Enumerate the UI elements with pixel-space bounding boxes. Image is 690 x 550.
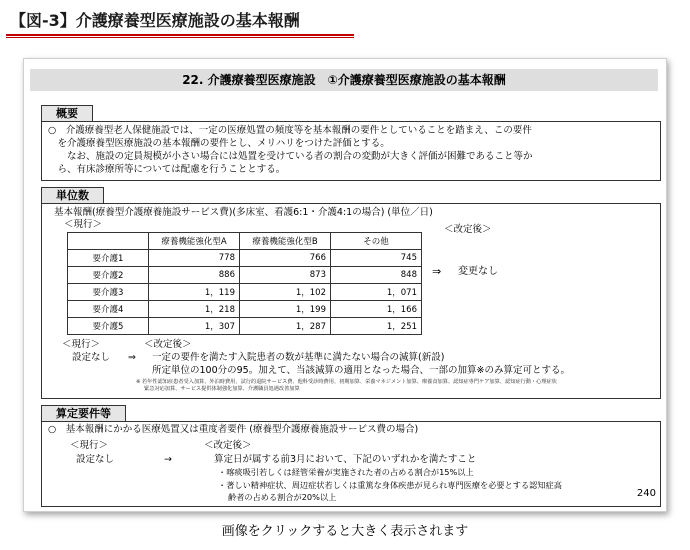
section-label-santei: 算定要件等	[41, 405, 126, 423]
lower-line: 一定の要件を満たす入院患者の数が基準に満たない場合の減算(新設)	[152, 352, 445, 363]
table-header-cell	[68, 233, 149, 250]
table-header-cell: 療養機能強化型B	[240, 233, 331, 250]
gaiyo-line: なお、施設の定員規模が小さい場合には処置を受けている者の割合の変動が大きく評価が困難であること等か	[48, 151, 533, 162]
santei-bullet: ・喀痰吸引若しくは経管栄養が実施された者の占める割合が15%以上	[218, 467, 474, 477]
footnote: 緊急対応加算、サービス提供体制強化加算、介護職員処遇改善加算	[144, 386, 300, 392]
santei-current-label: ＜現行＞	[70, 440, 109, 451]
santei-bullet: 齢者の占める割合が20%以上	[228, 492, 337, 502]
table-row	[68, 301, 422, 318]
lower-revised-label: ＜改定後＞	[144, 339, 192, 350]
table-cell: 766	[240, 250, 331, 267]
row-header: 要介護2	[68, 267, 149, 284]
gaiyo-box	[41, 121, 661, 181]
revised-label: ＜改定後＞	[444, 224, 492, 235]
lower-current-label: ＜現行＞	[62, 339, 101, 350]
header-divider-thin	[6, 37, 354, 38]
table-cell: 1，071	[331, 284, 422, 301]
table-cell: 745	[331, 250, 422, 267]
row-header: 要介護4	[68, 301, 149, 318]
gaiyo-line: を介護療養型医療施設の基本報酬の要件とし、メリハリをつけた評価とする。	[48, 138, 390, 149]
slide-image[interactable]	[23, 58, 667, 512]
table-row	[68, 318, 422, 335]
santei-revised-label: ＜改定後＞	[204, 440, 252, 451]
santei-arrow: →	[164, 454, 172, 465]
table-row	[68, 250, 422, 267]
table-header-row	[68, 233, 422, 250]
row-header: 要介護3	[68, 284, 149, 301]
row-header: 要介護1	[68, 250, 149, 267]
no-change-text: 変更なし	[458, 266, 498, 277]
table-cell: 848	[331, 267, 422, 284]
slide-banner: 22. 介護療養型医療施設 ①介護療養型医療施設の基本報酬	[30, 69, 658, 91]
santei-requirement: 算定日が属する前3月において、下記のいずれかを満たすこと	[214, 454, 477, 465]
santei-setting: 設定なし	[76, 454, 115, 465]
row-header: 要介護5	[68, 318, 149, 335]
table-cell: 1，287	[240, 318, 331, 335]
table-cell: 1，307	[149, 318, 240, 335]
section-label-gaiyo: 概要	[41, 105, 93, 123]
santei-line: ○ 基本報酬にかかる医療処置又は重度者要件 (療養型介護療養施設サービス費の場合)	[48, 424, 419, 435]
footnote: ※ 若年性認知症患者受入加算、外泊時費用、試行的退院サービス費、他科受診時費用、初期加算、栄養マネジメント加算、療養食加算、認知症専門ケア加算、認知症行動・心理症状	[136, 379, 557, 385]
table-cell: 886	[149, 267, 240, 284]
lower-line: 所定単位の100分の95。加えて、当該減算の適用となった場合、一部の加算※のみ算定可とする。	[152, 365, 570, 376]
table-cell: 1，218	[149, 301, 240, 318]
table-header-cell: 療養機能強化型A	[149, 233, 240, 250]
table-cell: 778	[149, 250, 240, 267]
fee-table	[67, 232, 422, 335]
gaiyo-line: ら、有床診療所等については配慮を行うこととする。	[48, 164, 286, 175]
table-cell: 1，102	[240, 284, 331, 301]
table-cell: 1，166	[331, 301, 422, 318]
table-cell: 1，199	[240, 301, 331, 318]
header-divider	[6, 34, 354, 36]
lower-arrow: ⇒	[128, 352, 136, 363]
gaiyo-line: ○ 介護療養型老人保健施設では、一定の医療処置の頻度等を基本報酬の要件としていることを踏まえ、この要件	[48, 125, 532, 136]
table-cell: 873	[240, 267, 331, 284]
table-cell: 1，119	[149, 284, 240, 301]
santei-box	[41, 421, 661, 507]
section-label-tanisu: 単位数	[41, 187, 104, 205]
table-cell: 1，251	[331, 318, 422, 335]
tanisu-intro: 基本報酬(療養型介護療養施設サービス費)(多床室、看護6:1・介護4:1の場合) (単位／日)	[54, 207, 433, 218]
table-row	[68, 267, 422, 284]
current-label: ＜現行＞	[64, 219, 103, 230]
page-number: 240	[636, 488, 656, 499]
table-row	[68, 284, 422, 301]
santei-bullet: ・著しい精神症状、周辺症状若しくは重篤な身体疾患が見られ専門医療を必要とする認知症高	[218, 480, 562, 490]
lower-setting: 設定なし	[72, 352, 111, 363]
table-header-cell: その他	[331, 233, 422, 250]
enlarge-caption[interactable]: 画像をクリックすると大きく表示されます	[221, 524, 469, 539]
page-title: 【図-3】介護療養型医療施設の基本報酬	[10, 11, 300, 30]
arrow-right: ⇒	[432, 265, 442, 278]
